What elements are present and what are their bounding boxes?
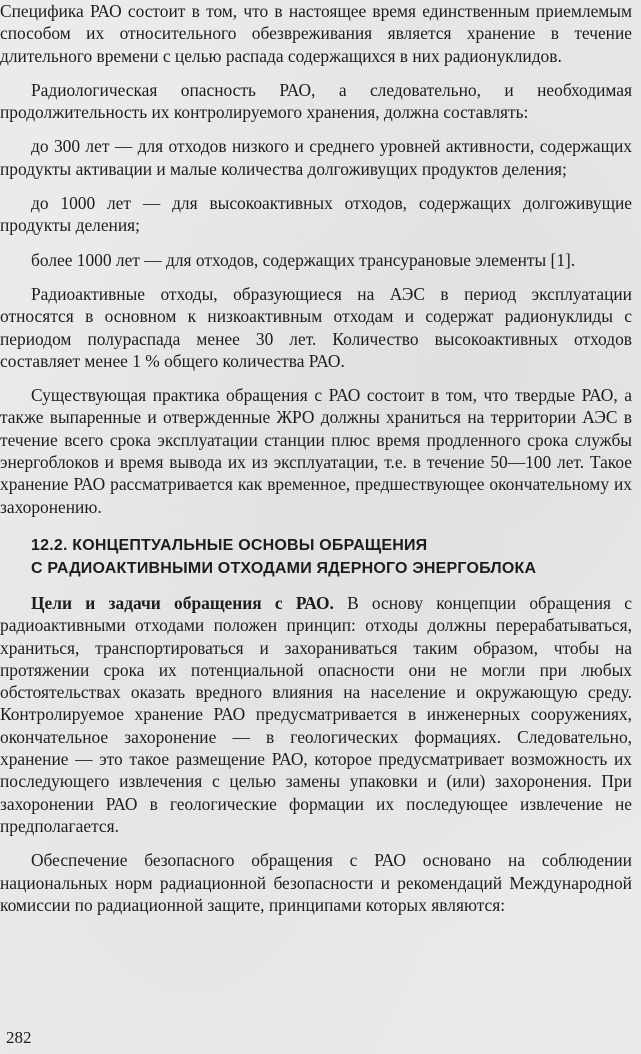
section-heading [31, 534, 632, 580]
paragraph-npp-waste: Радиоактивные отходы, образующиеся на АЭС в период эксплуатации относятся в основном к низкоактивным отходам и содержат радионуклиды с периодом полураспада менее 30 лет. Количество высокоактивных отходов составляет менее 1 % общего количества РАО. [0, 283, 632, 371]
paragraph-rao-specifics: Специфика РАО состоит в том, что в настоящее время единственным приемлемым способом их относительного обезвреживания является хранение в течение длительного времени с целью распада содержащихся в них радионуклидов. [0, 1, 632, 66]
paragraph-safe-handling: Обеспечение безопасного обращения с РАО основано на соблюдении национальных норм радиационной безопасности и рекомендаций Международной комиссии по радиационной защите, принципами которых являются: [0, 850, 632, 915]
section-heading-line-1: 12.2. КОНЦЕПТУАЛЬНЫЕ ОСНОВЫ ОБРАЩЕНИЯ [31, 536, 428, 554]
section-heading-line-2: С РАДИОАКТИВНЫМИ ОТХОДАМИ ЯДЕРНОГО ЭНЕРГОБЛОКА [31, 559, 537, 577]
paragraph-body: В основу концепции обращения с радиоактивными отходами положен принцип: отходы должны перерабатываться, храниться, транспортироваться и захораниваться таким образом, чтобы на протяжении срока их потенциальной опасности они не могли при любых обстоятельствах оказать вредного влияния на население и окружающую среду. Контролируемое хранение РАО предусматривается в инженерных сооружениях, окончательное захоронение — в геологических формациях. Следовательно, хранение — это такое размещение РАО, которое предусматривает возможность их последующего извлечения с целью замены упаковки и (или) захоронения. При захоронении РАО в геологические формации их последующее извлечение не предполагается. [0, 592, 632, 836]
paragraph-existing-practice: Существующая практика обращения с РАО состоит в том, что твердые РАО, а также выпаренные и отвержденные ЖРО должны храниться на территории АЭС в течение всего срока эксплуатации станции плюс время продленного срока службы энергоблоков и время вывода их из эксплуатации, т.е. в течение 50—100 лет. Такое хранение РАО рассматривается как временное, предшествующее окончательному их захоронению. [0, 385, 632, 517]
paragraph-lead-title: Цели и задачи обращения с РАО. [31, 592, 334, 613]
page-number: 282 [6, 1028, 32, 1047]
list-item-over-1000-years: более 1000 лет — для отходов, содержащих трансурановые элементы [1]. [31, 249, 576, 270]
list-item-300-years: до 300 лет — для отходов низкого и среднего уровней активности, содержащих продукты активации и малые количества долгоживущих продуктов деления; [0, 136, 632, 179]
paragraph-radiological-hazard: Радиологическая опасность РАО, а следовательно, и необходимая продолжительность их контролируемого хранения, должна составлять: [0, 79, 632, 123]
paragraph-goals-and-tasks [0, 592, 632, 837]
list-item-1000-years: до 1000 лет — для высокоактивных отходов, содержащих долгоживущие продукты деления; [0, 193, 632, 236]
